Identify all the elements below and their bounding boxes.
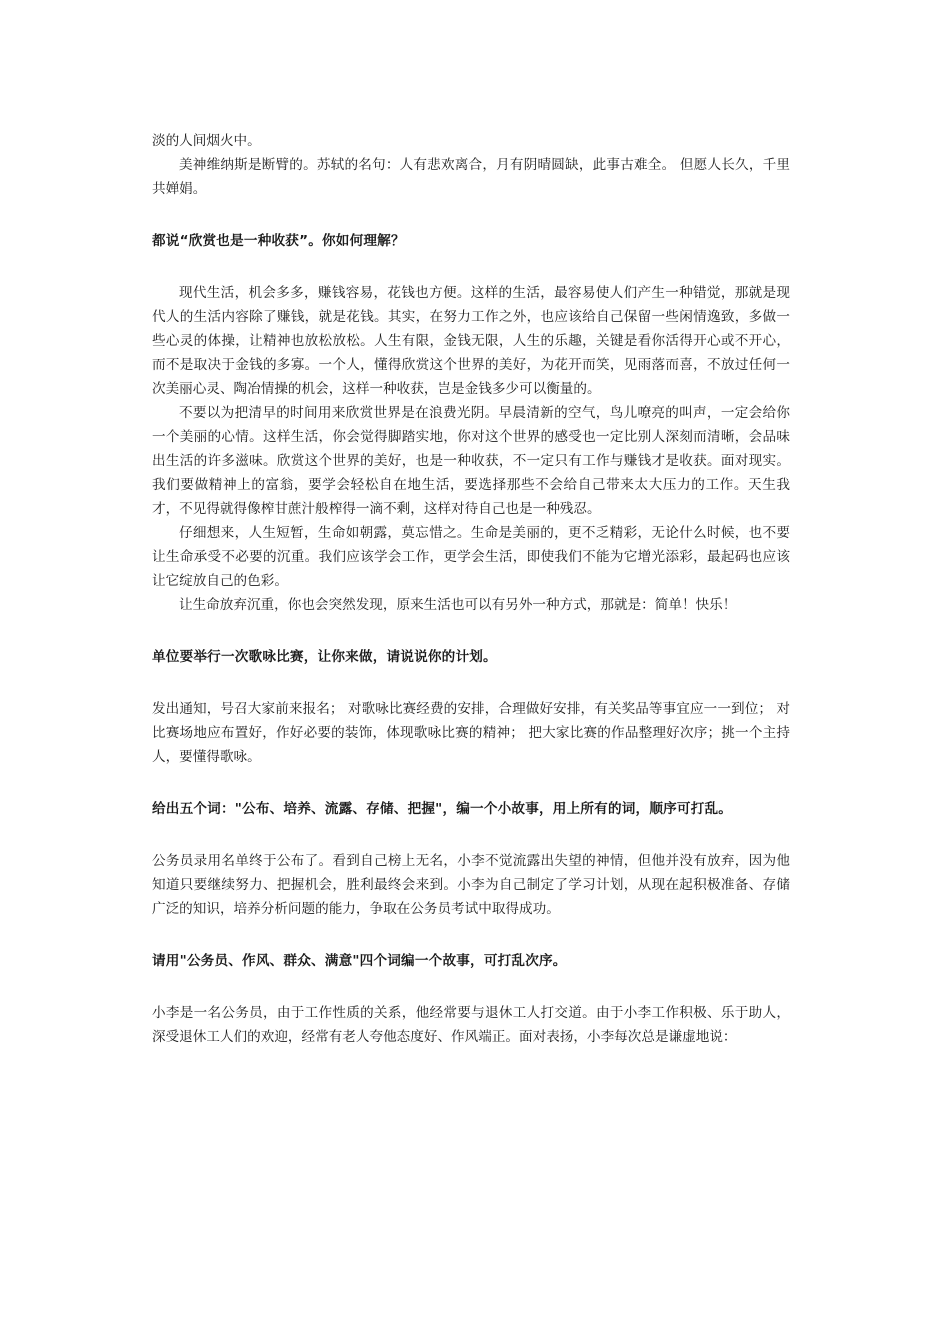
paragraph: 美神维纳斯是断臂的。苏轼的名句：人有悲欢离合，月有阴晴圆缺，此事古难全。 但愿人长久，千里共婵娟。 <box>152 157 790 197</box>
spacer <box>152 821 790 849</box>
spacer <box>152 201 790 229</box>
spacer <box>152 921 790 949</box>
spacer <box>152 617 790 645</box>
spacer <box>152 669 790 697</box>
paragraph: 发出通知，号召大家前来报名； 对歌咏比赛经费的安排，合理做好安排，有关奖品等事宜应一一到位； 对比赛场地应布置好，作好必要的装饰，体现歌咏比赛的精神； 把大家比赛的作品整理好次序；挑一个主持人，要懂得歌咏。 <box>152 701 790 765</box>
paragraph: 仔细想来，人生短暂，生命如朝露，莫忘惜之。生命是美丽的，更不乏精彩，无论什么时候，也不要让生命承受不必要的沉重。我们应该学会工作，更学会生活，即使我们不能为它增光添彩，最起码也应该让它绽放自己的色彩。 <box>152 525 790 589</box>
spacer <box>152 973 790 1001</box>
paragraph: 小李是一名公务员，由于工作性质的关系，他经常要与退休工人打交道。由于小李工作积极、乐于助人，深受退休工人们的欢迎，经常有老人夸他态度好、作风端正。面对表扬，小李每次总是谦虚地说： <box>152 1005 790 1045</box>
spacer <box>152 769 790 797</box>
question-heading: 请用"公务员、作风、群众、满意"四个词编一个故事，可打乱次序。 <box>152 953 567 969</box>
paragraph: 让生命放弃沉重，你也会突然发现，原来生活也可以有另外一种方式，那就是：简单！快乐！ <box>179 597 737 613</box>
spacer <box>152 253 790 281</box>
paragraph: 淡的人间烟火中。 <box>152 133 261 149</box>
paragraph: 不要以为把清早的时间用来欣赏世界是在浪费光阴。早晨清新的空气，鸟儿嘹亮的叫声，一定会给你一个美丽的心情。这样生活，你会觉得脚踏实地，你对这个世界的感受也一定比别人深刻而清晰，会品味出生活的许多滋味。欣赏这个世界的美好，也是一种收获，不一定只有工作与赚钱才是收获。面对现实。我们要做精神上的富翁，要学会轻松自在地生活，要选择那些不会给自己带来太大压力的工作。天生我才，不见得就得像榨甘蔗汁般榨得一滴不剩，这样对待自己也是一种残忍。 <box>152 405 790 517</box>
question-heading: 都说“欣赏也是一种收获”。你如何理解？ <box>152 233 405 249</box>
paragraph: 公务员录用名单终于公布了。看到自己榜上无名，小李不觉流露出失望的神情，但他并没有放弃，因为他知道只要继续努力、把握机会，胜利最终会来到。小李为自己制定了学习计划，从现在起积极准备、存储广泛的知识，培养分析问题的能力，争取在公务员考试中取得成功。 <box>152 853 790 917</box>
question-heading: 单位要举行一次歌咏比赛，让你来做，请说说你的计划。 <box>152 649 497 665</box>
paragraph: 现代生活，机会多多，赚钱容易，花钱也方便。这样的生活，最容易使人们产生一种错觉，那就是现代人的生活内容除了赚钱，就是花钱。其实，在努力工作之外，也应该给自己保留一些闲情逸致，多做一些心灵的体操，让精神也放松放松。人生有限，金钱无限，人生的乐趣，关键是看你活得开心或不开心，而不是取决于金钱的多寡。一个人，懂得欣赏这个世界的美好，为花开而笑，见雨落而喜，不放过任何一次美丽心灵、陶冶情操的机会，这样一种收获，岂是金钱多少可以衡量的。 <box>152 285 790 397</box>
question-heading: 给出五个词："公布、培养、流露、存储、把握"，编一个小故事，用上所有的词，顺序可打乱。 <box>152 801 733 817</box>
document-page <box>152 129 790 1049</box>
